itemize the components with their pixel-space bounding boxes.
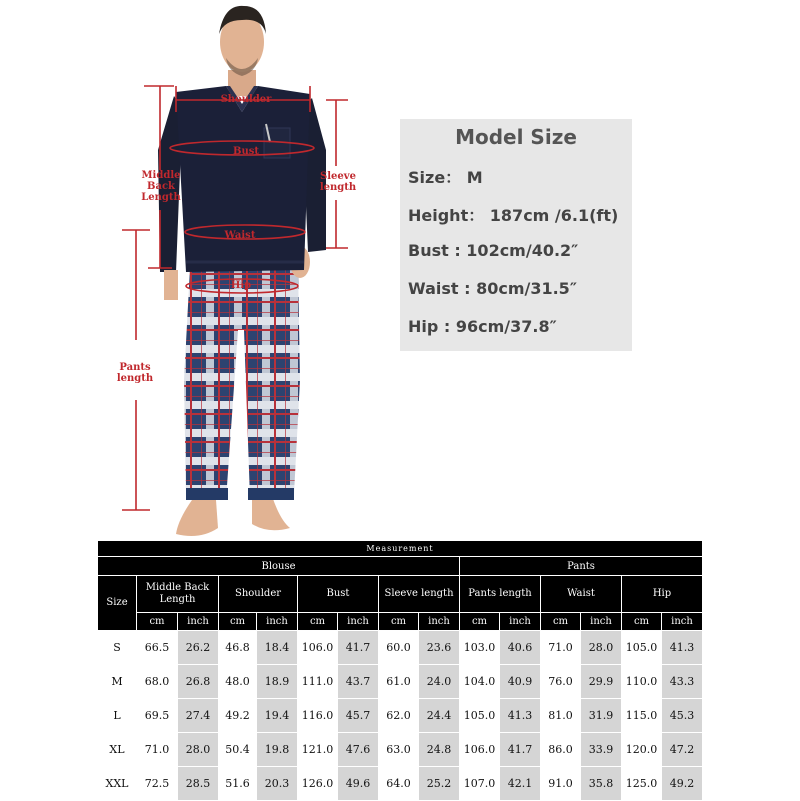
col-sleeve-length: Sleeve length (379, 576, 460, 613)
label-waist: Waist (224, 230, 256, 241)
unit-cm: cm (298, 613, 338, 631)
table-column-row (98, 576, 703, 613)
value-cm-cell: 68.0 (137, 665, 178, 699)
value-cm-cell: 104.0 (460, 665, 500, 699)
value-cm-cell: 116.0 (298, 699, 338, 733)
value-inch-cell: 28.0 (581, 631, 622, 665)
model-illustration (0, 0, 400, 540)
value-cm-cell: 91.0 (541, 767, 581, 801)
value-inch-cell: 26.2 (178, 631, 219, 665)
col-middle-back-length: Middle Back Length (137, 576, 219, 613)
unit-inch: inch (419, 613, 460, 631)
unit-inch: inch (500, 613, 541, 631)
model-figure (0, 0, 400, 540)
model-size-card (400, 119, 632, 351)
unit-cm: cm (622, 613, 662, 631)
model-bust-row: Bust : 102cm/40.2″ (408, 241, 579, 260)
value-cm-cell: 106.0 (298, 631, 338, 665)
col-pants-length: Pants length (460, 576, 541, 613)
value-cm-cell: 61.0 (379, 665, 419, 699)
value-cm-cell: 126.0 (298, 767, 338, 801)
table-row (98, 665, 703, 699)
value-cm-cell: 81.0 (541, 699, 581, 733)
model-waist-row: Waist : 80cm/31.5″ (408, 279, 577, 298)
value-inch-cell: 19.8 (257, 733, 298, 767)
value-inch-cell: 42.1 (500, 767, 541, 801)
model-hip-row: Hip : 96cm/37.8″ (408, 317, 557, 336)
value-inch-cell: 41.3 (662, 631, 703, 665)
value-cm-cell: 76.0 (541, 665, 581, 699)
value-cm-cell: 120.0 (622, 733, 662, 767)
value-inch-cell: 18.4 (257, 631, 298, 665)
value-cm-cell: 66.5 (137, 631, 178, 665)
label-middle-back-length: Middle Back Length (141, 170, 181, 203)
size-cell: XXL (98, 767, 137, 801)
value-inch-cell: 18.9 (257, 665, 298, 699)
label-shoulder: Shoulder (220, 94, 272, 105)
table-row (98, 733, 703, 767)
size-header: Size (98, 576, 137, 631)
value-inch-cell: 41.7 (500, 733, 541, 767)
size-cell: S (98, 631, 137, 665)
value-cm-cell: 115.0 (622, 699, 662, 733)
value-inch-cell: 20.3 (257, 767, 298, 801)
table-row (98, 767, 703, 801)
value-cm-cell: 69.5 (137, 699, 178, 733)
label-bust: Bust (233, 146, 259, 157)
value-inch-cell: 26.8 (178, 665, 219, 699)
value-cm-cell: 60.0 (379, 631, 419, 665)
value-inch-cell: 40.6 (500, 631, 541, 665)
unit-inch: inch (338, 613, 379, 631)
value-cm-cell: 62.0 (379, 699, 419, 733)
table-title-row (98, 541, 703, 557)
col-shoulder: Shoulder (219, 576, 298, 613)
value-cm-cell: 49.2 (219, 699, 257, 733)
value-inch-cell: 23.6 (419, 631, 460, 665)
value-inch-cell: 49.2 (662, 767, 703, 801)
unit-cm: cm (219, 613, 257, 631)
value-cm-cell: 63.0 (379, 733, 419, 767)
value-inch-cell: 31.9 (581, 699, 622, 733)
value-inch-cell: 28.0 (178, 733, 219, 767)
value-cm-cell: 72.5 (137, 767, 178, 801)
unit-inch: inch (662, 613, 703, 631)
value-cm-cell: 64.0 (379, 767, 419, 801)
value-inch-cell: 24.8 (419, 733, 460, 767)
unit-cm: cm (379, 613, 419, 631)
unit-cm: cm (137, 613, 178, 631)
value-inch-cell: 33.9 (581, 733, 622, 767)
value-inch-cell: 28.5 (178, 767, 219, 801)
unit-inch: inch (581, 613, 622, 631)
value-inch-cell: 35.8 (581, 767, 622, 801)
size-chart-table (97, 540, 703, 801)
size-cell: M (98, 665, 137, 699)
value-inch-cell: 25.2 (419, 767, 460, 801)
table-group-row (98, 557, 703, 576)
value-inch-cell: 47.2 (662, 733, 703, 767)
value-cm-cell: 50.4 (219, 733, 257, 767)
value-inch-cell: 27.4 (178, 699, 219, 733)
value-inch-cell: 24.4 (419, 699, 460, 733)
value-cm-cell: 71.0 (137, 733, 178, 767)
value-cm-cell: 103.0 (460, 631, 500, 665)
value-inch-cell: 19.4 (257, 699, 298, 733)
unit-cm: cm (541, 613, 581, 631)
value-cm-cell: 51.6 (219, 767, 257, 801)
value-cm-cell: 107.0 (460, 767, 500, 801)
col-waist: Waist (541, 576, 622, 613)
table-row (98, 699, 703, 733)
value-cm-cell: 86.0 (541, 733, 581, 767)
size-cell: XL (98, 733, 137, 767)
value-cm-cell: 111.0 (298, 665, 338, 699)
model-size-row: Size： M (408, 168, 483, 187)
value-inch-cell: 49.6 (338, 767, 379, 801)
value-inch-cell: 43.3 (662, 665, 703, 699)
group-blouse: Blouse (98, 557, 460, 576)
group-pants: Pants (460, 557, 703, 576)
value-cm-cell: 105.0 (622, 631, 662, 665)
value-inch-cell: 43.7 (338, 665, 379, 699)
size-cell: L (98, 699, 137, 733)
value-cm-cell: 105.0 (460, 699, 500, 733)
value-inch-cell: 45.3 (662, 699, 703, 733)
model-height-row: Height： 187cm /6.1(ft) (408, 206, 619, 225)
value-cm-cell: 110.0 (622, 665, 662, 699)
value-cm-cell: 125.0 (622, 767, 662, 801)
value-cm-cell: 106.0 (460, 733, 500, 767)
table-title: Measurement (98, 541, 703, 557)
value-cm-cell: 46.8 (219, 631, 257, 665)
unit-inch: inch (178, 613, 219, 631)
value-inch-cell: 40.9 (500, 665, 541, 699)
table-body (98, 631, 703, 801)
label-sleeve-length: Sleeve length (319, 171, 357, 193)
unit-cm: cm (460, 613, 500, 631)
value-inch-cell: 41.3 (500, 699, 541, 733)
value-cm-cell: 48.0 (219, 665, 257, 699)
col-bust: Bust (298, 576, 379, 613)
table-unit-row (98, 613, 703, 631)
col-hip: Hip (622, 576, 703, 613)
unit-inch: inch (257, 613, 298, 631)
value-inch-cell: 41.7 (338, 631, 379, 665)
table-row (98, 631, 703, 665)
model-size-title: Model Size (455, 125, 577, 149)
value-inch-cell: 47.6 (338, 733, 379, 767)
value-inch-cell: 45.7 (338, 699, 379, 733)
value-cm-cell: 121.0 (298, 733, 338, 767)
value-inch-cell: 24.0 (419, 665, 460, 699)
value-inch-cell: 29.9 (581, 665, 622, 699)
value-cm-cell: 71.0 (541, 631, 581, 665)
label-hip: Hip (230, 280, 252, 291)
label-pants-length: Pants length (116, 362, 154, 384)
